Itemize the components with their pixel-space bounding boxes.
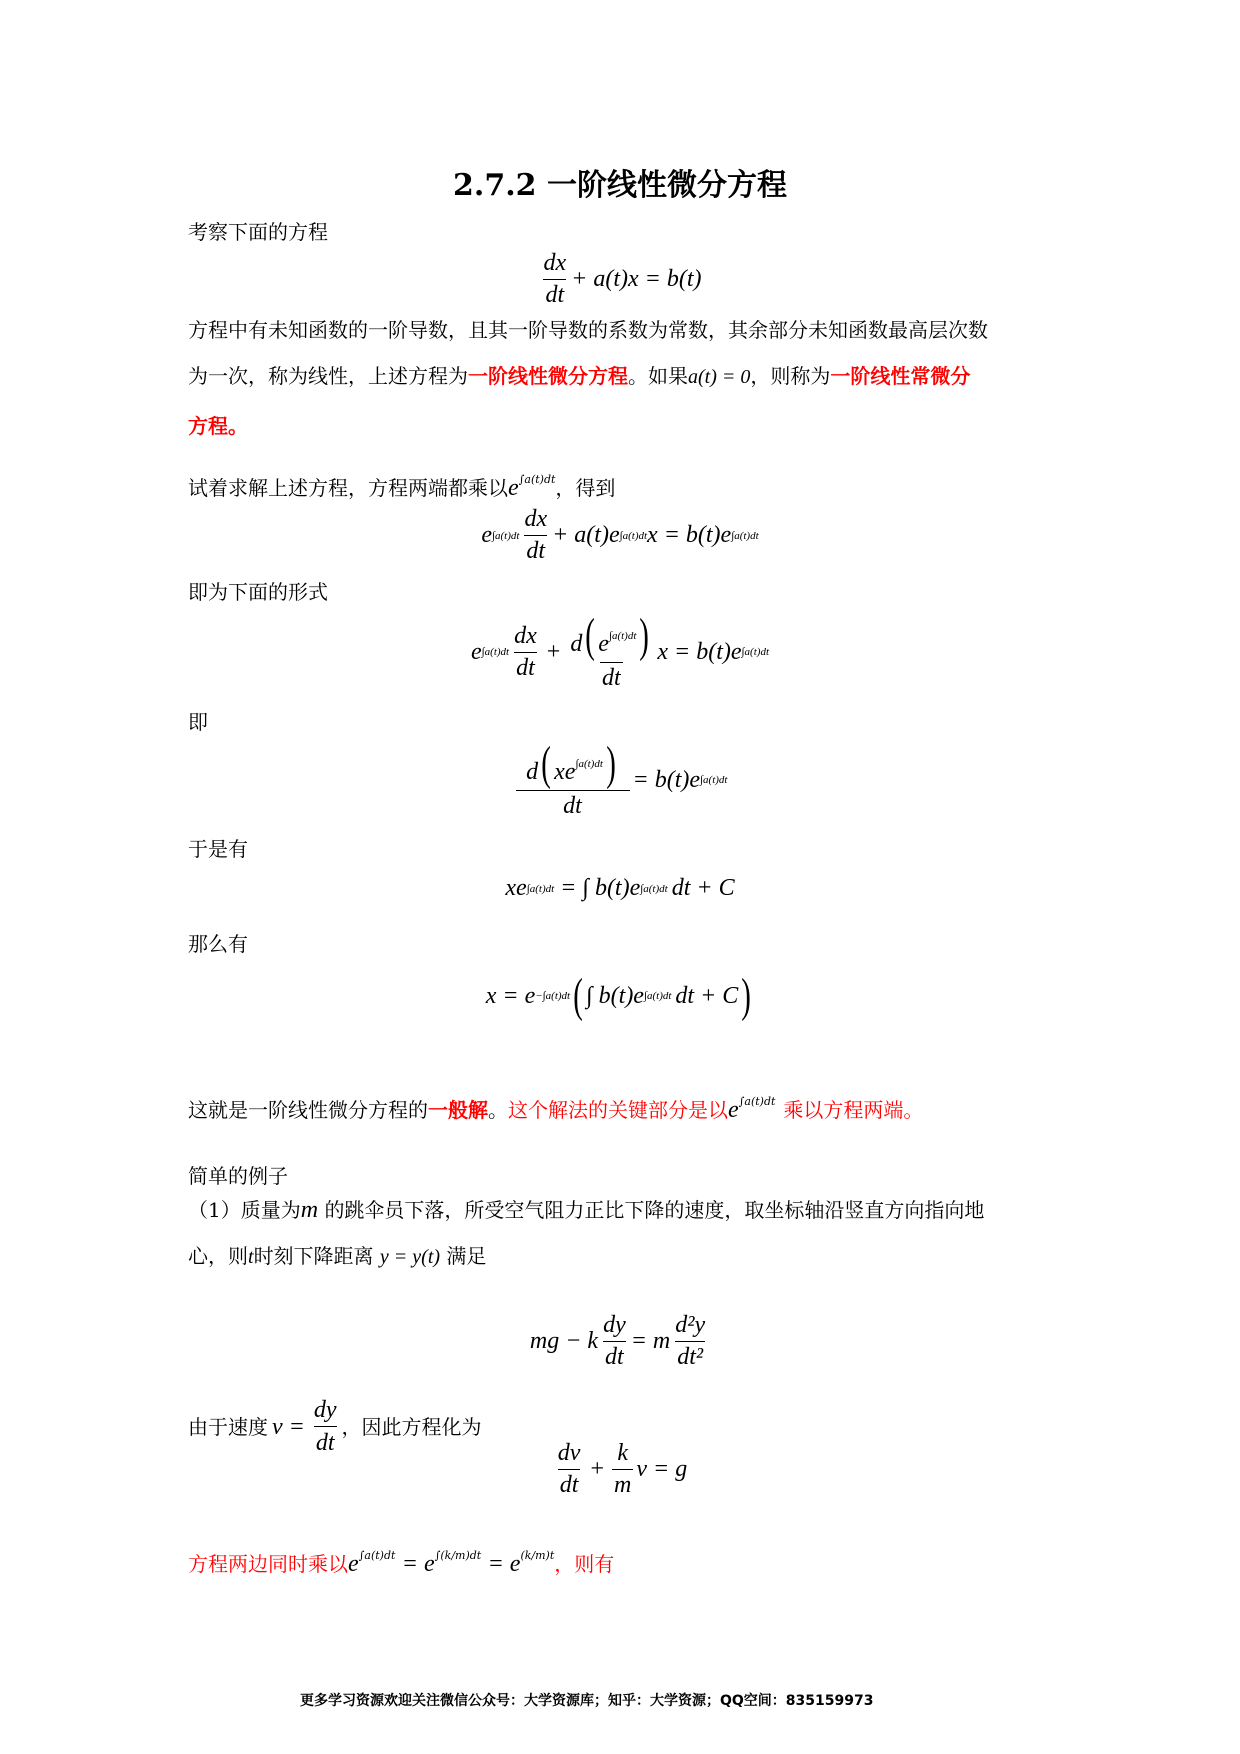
paragraph-multiply-factor: 方程两边同时乘以$e^{\int a(t)dt} = e^{\int(k/m)dt} = e^{(k/m)t}$，则有 — [188, 1549, 615, 1577]
equation-general-solution: x = e −∫a(t)dt ( ∫ b(t)e ∫a(t)dt dt + C ) — [485, 969, 752, 1022]
term-general-solution: 一般解 — [428, 1098, 488, 1122]
paragraph-definition-line3: 方程。 — [188, 414, 248, 438]
paragraph-multiply-intro: 试着求解上述方程，方程两端都乘以$e^{\int a(t)dt}$，得到 — [188, 473, 616, 501]
label-ji: 即 — [188, 710, 208, 734]
example1-line2: 心，则t时刻下降距离 y = y(t) 满足 — [188, 1244, 487, 1268]
example-heading: 简单的例子 — [188, 1164, 288, 1188]
equation-linear-ode: $\frac{dx}{dt}$ + a(t)x = b(t) — [543, 250, 702, 308]
equation-velocity: $\frac{dv}{dt}$ + $\frac{k}{m}$ v = g — [557, 1440, 688, 1498]
label-yushi: 于是有 — [188, 837, 248, 861]
label-form: 即为下面的形式 — [188, 580, 328, 604]
equation-product-form: e ∫a(t)dt $\frac{dx}{dt}$ + $\frac{d( e^{\int a(t)dt})}{dt}$ x = b(t)e ∫a(t)dt — [471, 609, 769, 691]
equation-derivative-product: $\frac{d( xe^{\int a(t)dt})}{dt}$ = b(t)e ∫a(t)dt — [0, 740, 1240, 820]
paragraph-definition-line1: 方程中有未知函数的一阶导数，且其一阶导数的系数为常数，其余部分未知函数最高层次数 — [188, 318, 988, 342]
paragraph-velocity: 由于速度 v = $\frac{dy}{dt}$ ，因此方程化为 — [188, 1397, 482, 1456]
footer-promo: 更多学习资源欢迎关注微信公众号：大学资源库；知乎：大学资源；QQ空间：835159973 — [300, 1693, 874, 1709]
equation-multiplied: e ∫a(t)dt $\frac{dx}{dt}$ + a(t)e ∫a(t)dt x = b(t)e ∫a(t)dt — [481, 506, 759, 564]
paragraph-conclusion: 这就是一阶线性微分方程的一般解。这个解法的关键部分是以$e^{\int a(t)dt}$ 乘以方程两端。 — [188, 1095, 924, 1123]
paragraph-definition-line2: 为一次，称为线性，上述方程为一阶线性微分方程。如果a(t) = 0，则称为一阶线性常微分 — [188, 364, 971, 388]
equation-parachute: mg − k $\frac{dy}{dt}$ = m $\frac{\text{d²y}}{\text{dt²}}$ — [529, 1312, 706, 1370]
equation-integrated: xe ∫a(t)dt = ∫ b(t)e ∫a(t)dt dt + C — [505, 875, 735, 901]
intro-text: 考察下面的方程 — [188, 220, 328, 244]
term-first-order-linear-ode: 一阶线性微分方程 — [468, 364, 628, 388]
section-title: 2.7.2 一阶线性微分方程 — [453, 168, 787, 203]
label-name: 那么有 — [188, 932, 248, 956]
term-first-order-linear-constant-ode: 一阶线性常微分 — [830, 364, 971, 388]
example1-line1: （1）质量为m 的跳伞员下落，所受空气阻力正比下降的速度，取坐标轴沿竖直方向指向地 — [188, 1197, 985, 1223]
